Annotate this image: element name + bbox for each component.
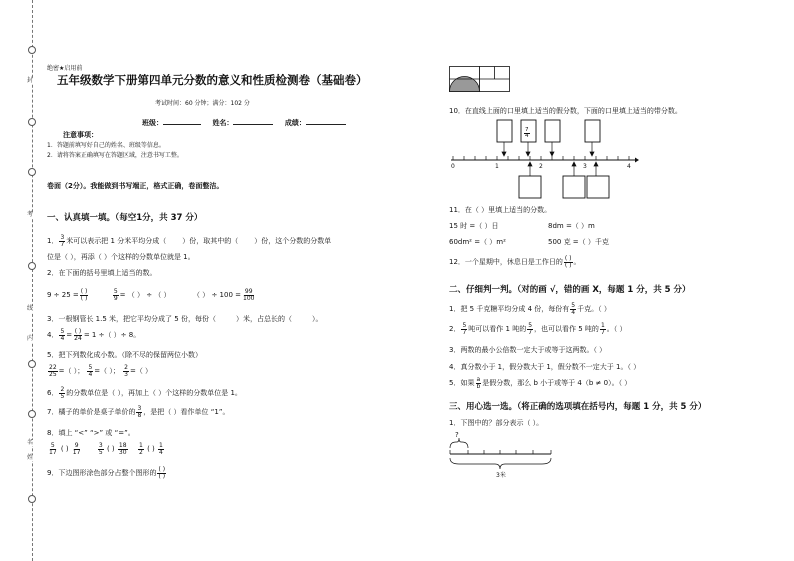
judge-5: 5．如果 $\frac{a}{b}$ 是假分数，那么 b 小于或等于 4（b ≠ 0）。（ ） <box>449 375 632 390</box>
choice-1: 1．下图中的？部分表示（ ）。 <box>449 419 544 427</box>
fraction: $\frac{3}{5}$ <box>98 441 103 456</box>
fraction: $\frac{5}{4}$ <box>60 327 65 342</box>
fraction: $\frac{( )}{24}$ <box>74 327 82 342</box>
fraction: $\frac{5}{4}$ <box>88 363 93 378</box>
compare-blank[interactable]: ( ) <box>147 445 155 453</box>
fraction: $\frac{2}{5}$ <box>60 385 65 400</box>
class-label: 班级： <box>142 119 163 127</box>
question-6: 6． $\frac{2}{5}$ 的分数单位是（ ），再加上（ ）个这样的分数单位是 1。 <box>47 385 242 400</box>
question-12: 12．一个星期中，休息日是工作日的 $\frac{( )}{( )}$ 。 <box>449 254 581 269</box>
fraction: $\frac{( )}{( )}$ <box>158 465 166 480</box>
note-item: 2．请将答案正确填写在答题区域，注意书写工整。 <box>47 152 183 159</box>
binding-hole <box>28 262 36 270</box>
number-line-figure <box>449 118 639 208</box>
binding-hole <box>28 410 36 418</box>
margin-label: 内 <box>27 335 34 342</box>
question-5: 5．把下列数化成小数。（除不尽的保留两位小数） <box>47 351 202 359</box>
section-3-heading: 三、用心选一选。（将正确的选项填在括号内，每题 1 分，共 5 分） <box>449 402 707 412</box>
score-field[interactable] <box>306 124 346 125</box>
question-5-items: $\frac{22}{25}$ =（ ）； $\frac{5}{4}$ =（ ）； $\frac{2}{3}$ =（ ） <box>49 363 153 378</box>
binding-hole <box>28 118 36 126</box>
fraction: $\frac{5}{17}$ <box>49 441 57 456</box>
compare-blank[interactable]: ( ) <box>60 445 69 453</box>
question-mark: ? <box>455 431 459 439</box>
neatness-line: 卷面（2分）。我能做到书写端正，格式正确，卷面整洁。 <box>47 182 224 190</box>
fraction: $\frac{7}{4}$ <box>525 126 529 139</box>
given-fraction <box>523 123 531 142</box>
fraction: $\frac{5}{4}$ <box>571 301 576 316</box>
exam-info: 考试时间：60 分钟；满分：102 分 <box>155 100 250 107</box>
fraction: $\frac{1}{7}$ <box>600 321 605 336</box>
fraction: $\frac{99}{100}$ <box>243 287 255 302</box>
margin-label: 名 <box>27 439 34 446</box>
student-info-row <box>142 118 346 128</box>
compare-blank[interactable]: ( ) <box>106 445 115 453</box>
name-field[interactable] <box>233 124 273 125</box>
fraction: $\frac{1}{2}$ <box>139 441 143 456</box>
note-item: 1．答题前填写好自己的姓名、班级等信息。 <box>47 142 165 149</box>
question-11-c: 60dm² =（ ）m² <box>449 238 506 246</box>
question-11-b: 8dm =（ ）m <box>548 222 595 230</box>
binding-line <box>32 0 33 561</box>
name-label: 姓名： <box>212 119 234 127</box>
margin-label: 考 <box>27 211 34 218</box>
question-11: 11．在（ ）里填上适当的分数。 <box>449 206 552 214</box>
question-11-a: 15 时 =（ ）日 <box>449 222 499 230</box>
fraction: $\frac{3}{8}$ <box>137 404 142 419</box>
question-4: 4． $\frac{5}{4}$ = $\frac{( )}{24}$ = 1 ÷（ ）÷ 8。 <box>47 327 141 342</box>
binding-hole <box>28 168 36 176</box>
fraction: $\frac{18}{30}$ <box>118 441 127 456</box>
tick-label: 2 <box>539 163 543 170</box>
question-8: 8．填上 “<” “>” 或 “=”。 <box>47 429 135 437</box>
tick-label: 3 <box>583 163 587 170</box>
tick-label: 4 <box>627 163 631 170</box>
binding-hole <box>28 46 36 54</box>
section-1-heading: 一、认真填一填。（每空1分，共 37 分） <box>47 213 203 223</box>
tick-label: 1 <box>495 163 499 170</box>
q9-figure <box>449 66 511 92</box>
score-label: 成绩： <box>284 119 306 127</box>
question-10: 10．在直线上面的口里填上适当的假分数，下面的口里填上适当的带分数。 <box>449 107 682 115</box>
fraction: $\frac{5}{7}$ <box>528 321 533 336</box>
question-11-d: 500 克 =（ ）千克 <box>548 238 609 246</box>
question-2: 2．在下面的括号里填上适当的数。 <box>47 269 157 277</box>
fraction: $\frac{22}{25}$ <box>49 363 57 378</box>
fraction: $\frac{2}{3}$ <box>124 363 128 378</box>
question-9: 9．下边图形涂色部分占整个图形的 $\frac{( )}{( )}$ <box>47 465 166 480</box>
fraction: $\frac{( )}{( )}$ <box>80 287 88 302</box>
notes-heading: 注意事项： <box>63 131 98 139</box>
fraction: $\frac{1}{4}$ <box>158 441 163 456</box>
margin-label: 封 <box>27 77 34 84</box>
fraction: $\frac{9}{17}$ <box>72 441 81 456</box>
class-field[interactable] <box>163 124 201 125</box>
section-2-heading: 二、仔细判一判。（对的画 √，错的画 X，每题 1 分，共 5 分） <box>449 285 691 295</box>
question-3: 3．一根钢管长 1.5 米，把它平均分成了 5 份，每份（ ）米，占总长的（ ）。 <box>47 315 323 323</box>
question-8-items <box>47 442 165 456</box>
binding-hole <box>28 360 36 368</box>
judge-1: 1．把 5 千克糖平均分成 4 份，每份有 $\frac{5}{4}$ 千克。（ ） <box>449 301 611 316</box>
margin-label: 线 <box>27 305 34 312</box>
question-2-items: 9 ÷ 25 = $\frac{( )}{( )}$ $\frac{5}{9}$ = （ ） ÷ （ ） （ ） ÷ 100 = $\frac{99}{100}$ <box>47 287 255 302</box>
secret-mark: 绝密★启用前 <box>47 65 83 72</box>
page-title: 五年级数学下册第四单元分数的意义和性质检测卷（基础卷） <box>57 73 368 87</box>
tick-label: 0 <box>451 163 455 170</box>
judge-3: 3．两数的最小公倍数一定大于或等于这两数。（ ） <box>449 346 607 354</box>
question-1: 1． $\frac{3}{7}$ 米可以表示把 1 分米平均分成（ ）份，取其中的（ ）份，这个分数的分数单 <box>47 233 332 248</box>
judge-2: 2． $\frac{5}{7}$ 吨可以看作 1 吨的 $\frac{5}{7}$ ，也可以看作 5 吨的 $\frac{1}{7}$ 。（ ） <box>449 321 627 336</box>
length-label: 3米 <box>496 472 506 479</box>
fraction: $\frac{( )}{( )}$ <box>564 254 572 269</box>
question-7: 7．橘子的单价是桌子单价的 $\frac{3}{8}$ ，是把（ ）看作单位 “1”。 <box>47 404 230 419</box>
binding-hole <box>28 495 36 503</box>
judge-4: 4．真分数小于 1，假分数大于 1，假分数不一定大于 1。（ ） <box>449 363 641 371</box>
fraction: $\frac{5}{9}$ <box>113 287 118 302</box>
fraction: $\frac{5}{7}$ <box>462 321 467 336</box>
question-1-line2: 位是（ ），再添（ ）个这样的分数单位就是 1。 <box>47 253 195 261</box>
fraction: $\frac{a}{b}$ <box>476 375 481 390</box>
fraction: $\frac{3}{7}$ <box>60 233 65 248</box>
margin-label: 姓 <box>27 454 34 461</box>
